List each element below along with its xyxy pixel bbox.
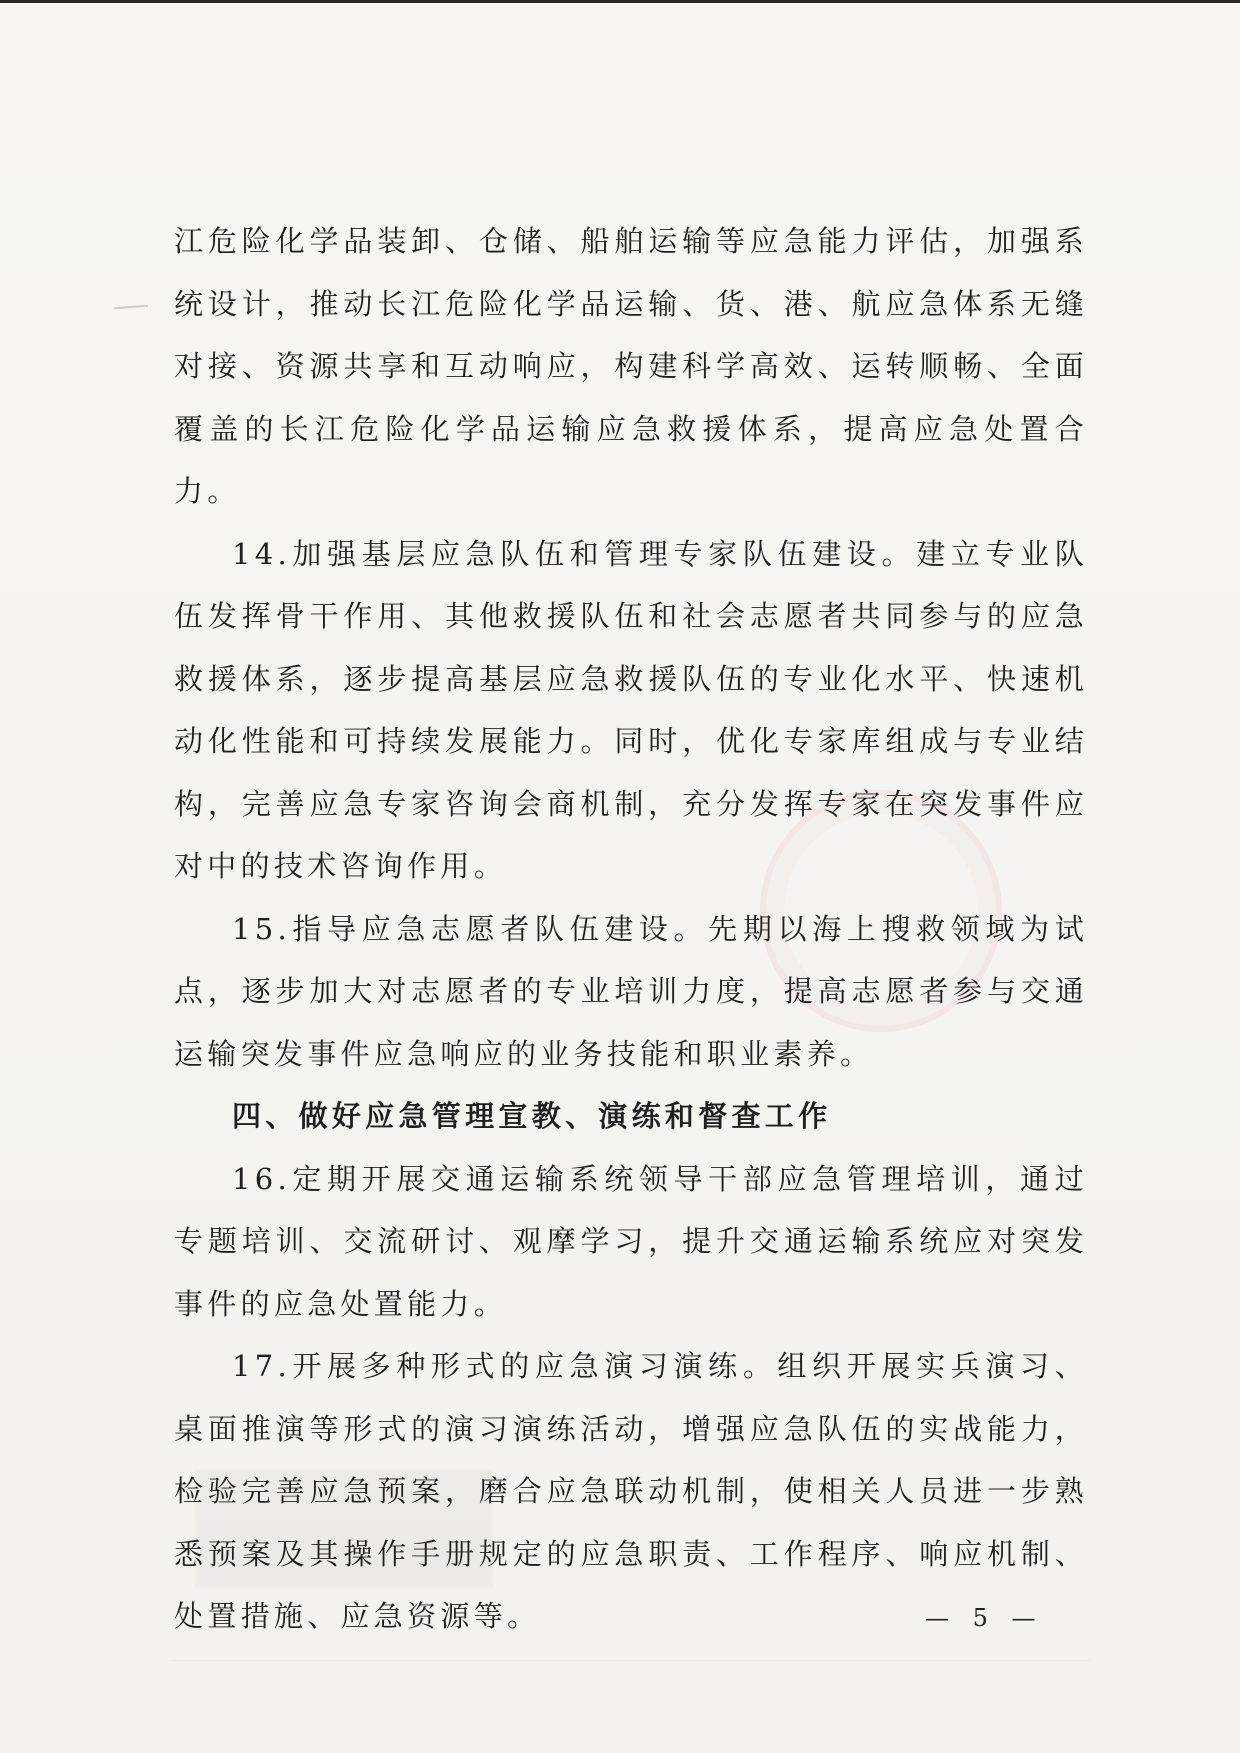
paragraph-15: 15.指导应急志愿者队伍建设。先期以海上搜救领域为试点，逐步加大对志愿者的专业培训力度，提高志愿者参与交通运输突发事件应急响应的业务技能和职业素养。: [174, 911, 1088, 1071]
paragraph-continuation: 江危险化学品装卸、仓储、船舶运输等应急能力评估，加强系统设计，推动长江危险化学品运输、货、港、航应急体系无缝对接、资源共享和互动响应，构建科学高效、运转顺畅、全面覆盖的长江危险化学品运输应急救援体系，提高应急处置合力。: [174, 224, 1088, 508]
section-heading-four: 四、做好应急管理宣教、演练和督查工作: [232, 1099, 832, 1133]
scan-top-edge: [0, 0, 1240, 3]
paragraph-17: 17.开展多种形式的应急演习演练。组织开展实兵演习、桌面推演等形式的演习演练活动，增强应急队伍的实战能力，检验完善应急预案，磨合应急联动机制，使相关人员进一步熟悉预案及其操作手册规定的应急职责、工作程序、响应机制、处置措施、应急资源等。: [174, 1349, 1088, 1633]
page-number: — 5 —: [925, 1604, 1044, 1632]
paragraph-16: 16.定期开展交通运输系统领导干部应急管理培训，通过专题培训、交流研讨、观摩学习，提升交通运输系统应对突发事件的应急处置能力。: [174, 1161, 1088, 1321]
document-body: [174, 210, 1088, 1648]
paragraph-14: 14.加强基层应急队伍和管理专家队伍建设。建立专业队伍发挥骨干作用、其他救援队伍和社会志愿者共同参与的应急救援体系，逐步提高基层应急救援队伍的专业化水平、快速机动化性能和可持续发展能力。同时，优化专家库组成与专业结构，完善应急专家咨询会商机制，充分发挥专家在突发事件应对中的技术咨询作用。: [174, 536, 1088, 883]
bottom-faint-line: [170, 1660, 1090, 1661]
binding-mark: [114, 305, 148, 309]
